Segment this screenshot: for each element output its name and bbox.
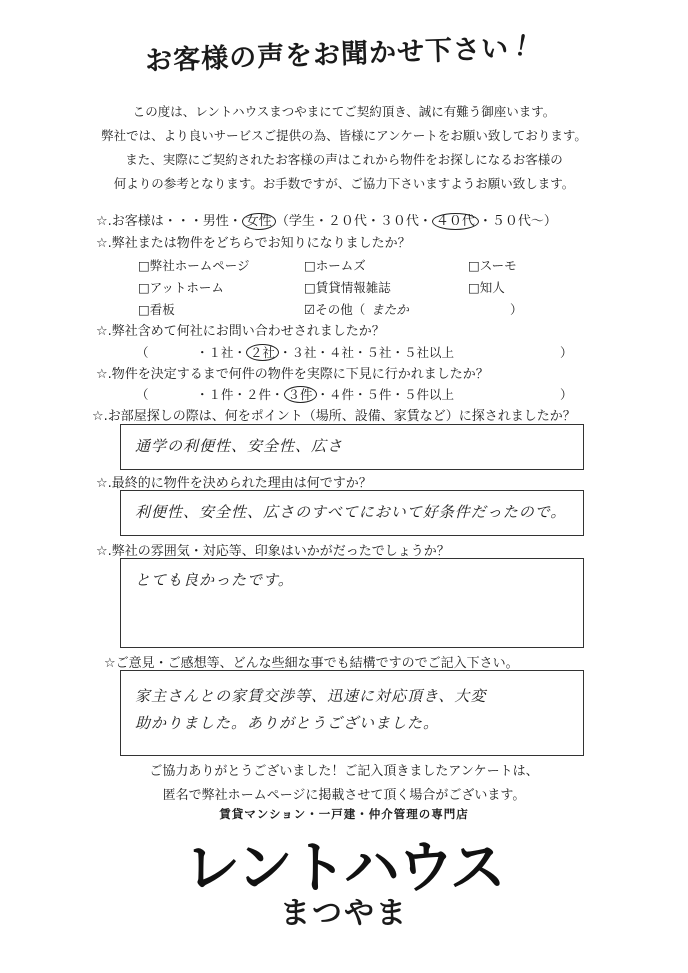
intro-text — [0, 100, 688, 196]
q4-open: （ — [136, 387, 149, 402]
q2-other-close: ） — [510, 302, 523, 317]
q8-answer-line: 助かりました。ありがとうございました。 — [135, 714, 440, 732]
q2-other-answer: またか — [371, 302, 409, 317]
q4-close: ） — [560, 387, 573, 402]
q2-option[interactable]: □看板 — [138, 302, 175, 317]
q3-question: ☆.弊社含めて何社にお問い合わせされましたか？ — [96, 324, 385, 339]
closing-line: ご協力ありがとうございました！ご記入頂きましたアンケートは、 — [149, 764, 539, 779]
q1-mid: （学生・２０代・３０代・ — [275, 214, 432, 229]
logo-name: レントハウス — [184, 836, 504, 901]
q2-option-other[interactable] — [304, 300, 409, 318]
intro-line: また、実際にご契約されたお客様の声はこれから物件をお探しになるお客様の — [125, 152, 563, 167]
q6-question: ☆.最終的に物件を決められた理由は何ですか？ — [96, 476, 372, 491]
intro-line: この度は、レントハウスまつやまにてご契約頂き、誠に有難う御座います。 — [132, 104, 556, 119]
q3-options-b: ・３社・４社・５社・５社以上 — [279, 345, 455, 360]
logo-subname: まつやま — [280, 896, 408, 931]
q1-gender-age — [96, 210, 557, 229]
q4-options — [196, 385, 454, 403]
q4-options-a: ・１件・２件・ — [196, 387, 284, 402]
q1-age-circled[interactable]: ４０代 — [432, 213, 479, 230]
q8-question: ☆ご意見・ご感想等、どんな些細な事でも結構ですのでご記入下さい。 — [104, 656, 519, 671]
q1-female-circled[interactable]: 女性 — [242, 213, 276, 230]
q2-option[interactable]: □ホームズ — [304, 258, 366, 273]
q6-answer-box[interactable] — [120, 490, 584, 536]
q5-question: ☆.お部屋探しの際は、何をポイント（場所、設備、家賃など）に探されましたか？ — [92, 409, 576, 424]
q8-answer-line: 家主さんとの家賃交渉等、迅速に対応頂き、大変 — [135, 687, 487, 705]
closing-line: 匿名で弊社ホームページに掲載させて頂く場合がございます。 — [162, 788, 526, 803]
q2-other-label: ☑その他（ — [304, 302, 366, 317]
q1-suffix: ・５０代～） — [478, 214, 557, 229]
q2-option[interactable]: □スーモ — [468, 258, 517, 273]
q4-options-b: ・４件・５件・５件以上 — [316, 387, 455, 402]
q3-selected-circled[interactable]: ２社 — [246, 344, 279, 361]
q7-question: ☆.弊社の雰囲気・対応等、印象はいかがだったでしょうか？ — [96, 544, 450, 559]
page-title: お客様の声をお聞かせ下さい！ — [0, 20, 688, 83]
q2-option[interactable]: □アットホーム — [138, 280, 224, 295]
logo-tagline: 賃貸マンション・一戸建・仲介管理の専門店 — [219, 807, 469, 821]
q6-answer: 利便性、安全性、広さのすべてにおいて好条件だったので。 — [135, 503, 567, 521]
q2-option[interactable]: □賃貸情報雑誌 — [304, 280, 391, 295]
q2-question: ☆.弊社または物件をどちらでお知りになりましたか？ — [96, 236, 411, 251]
q7-answer-box[interactable] — [120, 558, 584, 648]
q1-prefix: ☆.お客様は・・・男性・ — [96, 214, 242, 229]
q5-answer-box[interactable] — [120, 424, 584, 470]
q3-options — [196, 343, 454, 361]
q2-option[interactable]: □弊社ホームページ — [138, 258, 250, 273]
q4-selected-circled[interactable]: ３件 — [284, 386, 317, 403]
intro-line: 何よりの参考となります。お手数ですが、ご協力下さいますようお願い致します。 — [113, 176, 575, 191]
q3-options-a: ・１社・ — [196, 345, 247, 360]
q4-question: ☆.物件を決定するまで何件の物件を実際に下見に行かれましたか？ — [96, 367, 489, 382]
closing-text — [0, 760, 688, 808]
intro-line: 弊社では、より良いサービスご提供の為、皆様にアンケートをお願い致しております。 — [101, 128, 587, 143]
q5-answer: 通学の利便性、安全性、広さ — [135, 437, 344, 455]
q7-answer: とても良かったです。 — [135, 571, 294, 589]
q8-answer-box[interactable] — [120, 670, 584, 756]
q3-close: ） — [560, 345, 573, 360]
title-exclamation: ！ — [511, 30, 545, 66]
q2-option[interactable]: □知人 — [468, 280, 505, 295]
q3-open: （ — [136, 345, 149, 360]
